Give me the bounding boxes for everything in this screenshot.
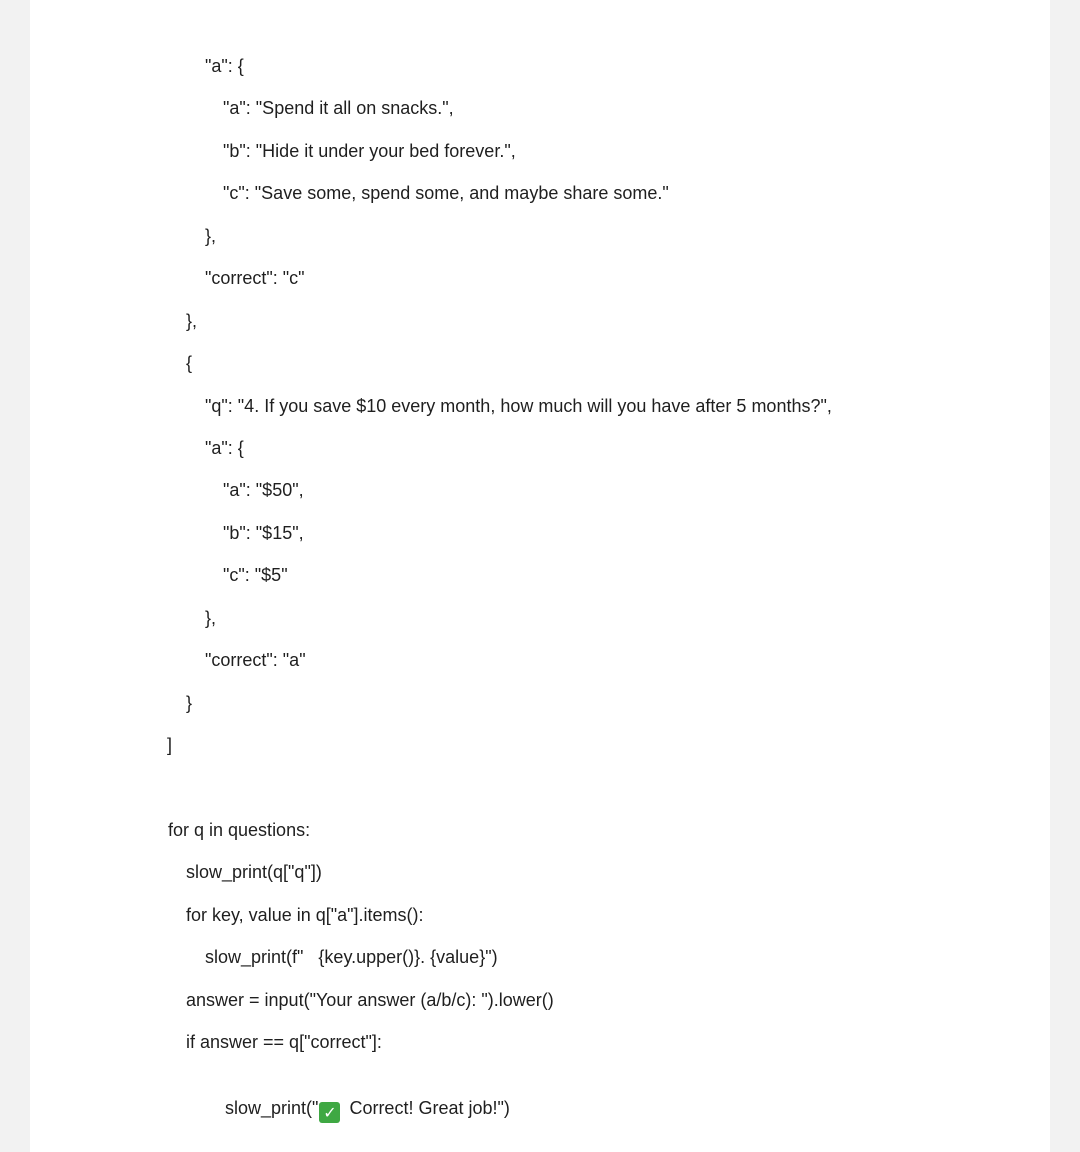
code-line: { <box>186 353 193 373</box>
check-mark-icon: ✓ <box>319 1102 340 1123</box>
code-line: "a": "$50", <box>223 480 304 500</box>
code-line: }, <box>186 311 198 331</box>
code-line: "correct": "a" <box>205 650 306 670</box>
code-line: "c": "Save some, spend some, and maybe share some." <box>223 183 669 203</box>
code-line: }, <box>205 608 217 628</box>
code-line-last <box>205 1072 510 1147</box>
code-line: answer = input("Your answer (a/b/c): ").lower() <box>186 990 554 1010</box>
code-line-prefix: slow_print(" <box>225 1098 319 1118</box>
code-line: "a": { <box>205 438 244 458</box>
code-line-suffix: Correct! Great job!") <box>344 1098 510 1118</box>
code-line: "b": "Hide it under your bed forever.", <box>223 141 516 161</box>
code-line: slow_print(q["q"]) <box>186 862 322 882</box>
code-line: for q in questions: <box>168 820 311 840</box>
code-line: "b": "$15", <box>223 523 304 543</box>
code-line: } <box>186 693 193 713</box>
code-line: }, <box>205 226 217 246</box>
code-line: for key, value in q["a"].items(): <box>186 905 424 925</box>
code-line: ] <box>167 735 173 755</box>
code-line: "q": "4. If you save $10 every month, how much will you have after 5 months?", <box>205 396 832 416</box>
code-line: "correct": "c" <box>205 268 305 288</box>
code-line: if answer == q["correct"]: <box>186 1032 382 1052</box>
code-line: "a": { <box>205 56 244 76</box>
code-line: slow_print(f" {key.upper()}. {value}") <box>205 947 498 967</box>
code-line: "c": "$5" <box>223 565 288 585</box>
code-line: "a": "Spend it all on snacks.", <box>223 98 454 118</box>
document-page <box>30 0 1050 1152</box>
